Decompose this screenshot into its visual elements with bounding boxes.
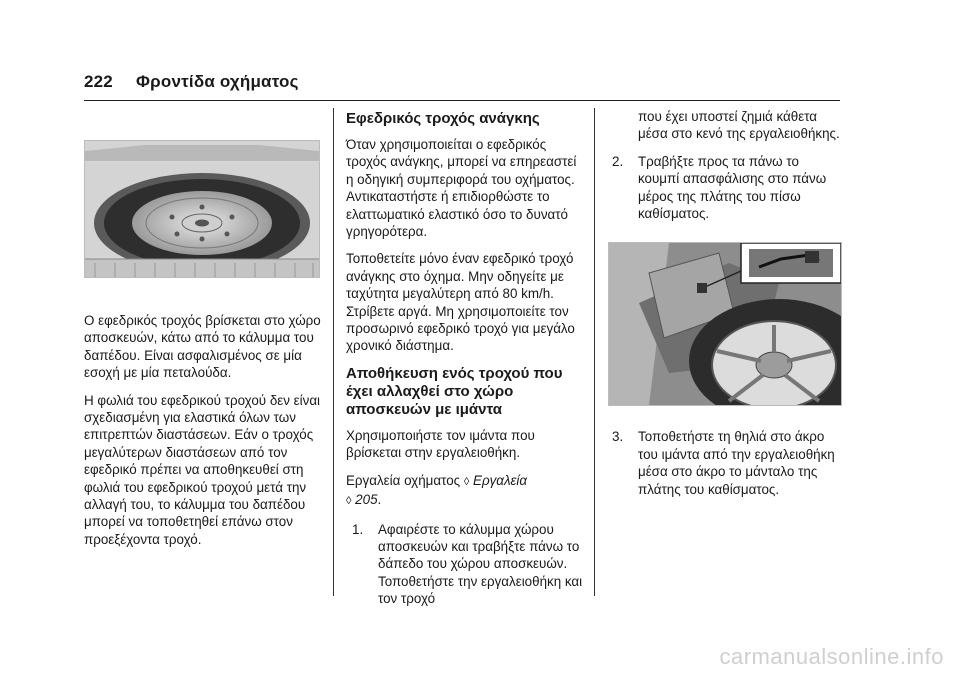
column-1 — [84, 108, 322, 558]
step-text: Αφαιρέστε το κάλυμμα χώρου αποσκευών και τραβήξτε πάνω το δάπεδο του χώρου αποσκευών. Τοποθετήστε την εργαλειοθήκη και τον τροχό — [378, 521, 583, 607]
step-2 — [608, 153, 840, 223]
column-3 — [608, 108, 840, 508]
tools-page-link[interactable]: 205 — [355, 492, 378, 508]
section-heading-compact-spare: Εφεδρικός τροχός ανάγκης — [346, 110, 540, 127]
section-heading-storage-strap: Αποθήκευση ενός τροχού που έχει αλλαχθεί στο χώρο αποσκευών με ιμάντα — [346, 364, 563, 418]
spare-wheel-well-text: Η φωλιά του εφεδρικού τροχού δεν είναι σχεδιασμένη για ελαστικά όλων των επιτρεπτών διαστάσεων. Εάν ο τροχός μεγαλύτερων διαστάσεων από τον εφεδρικό πρέπει να αποθηκευθεί στη φωλιά του εφεδρικού τροχού μετά την αλλαγή του, το κάλυμμα του δαπέδου μπορεί να τοποθετηθεί επάνω στον προεξέχοντα τροχό. — [84, 392, 321, 547]
page-number: 222 — [84, 72, 113, 91]
step-3 — [608, 428, 840, 498]
compact-spare-text-2: Τοποθετείτε μόνο έναν εφεδρικό τροχό ανάγκης στο όχημα. Μην οδηγείτε με ταχύτητα μεγαλύτερη από 80 km/h. Στρίβετε αργά. Μη χρησιμοποιείτε τον προσωρινό εφεδρικό τροχό για μεγάλο χρονικό διάστημα. — [346, 251, 575, 354]
step-number: 2. — [612, 153, 624, 169]
page-title: Φροντίδα οχήματος — [136, 72, 299, 91]
reference-arrow-icon: ◊ — [463, 475, 470, 488]
watermark: carmanualsonline.info — [719, 644, 944, 669]
column-2 — [346, 108, 586, 618]
spare-wheel-location-text: Ο εφεδρικός τροχός βρίσκεται στο χώρο αποσκευών, κάτω από το κάλυμμα του δαπέδου. Είναι ασφαλισμένος σε μία εσοχή με μία πεταλούδα. — [84, 313, 321, 381]
step-1-continuation: που έχει υποστεί ζημιά κάθετα μέσα στο κενό της εργαλειοθήκης. — [638, 109, 840, 142]
strap-location-text: Χρησιμοποιήστε τον ιμάντα που βρίσκεται στην εργαλειοθήκη. — [346, 427, 535, 461]
column-divider-2 — [594, 108, 595, 596]
step-number: 3. — [612, 429, 624, 445]
compact-spare-text-1: Όταν χρησιμοποιείται ο εφεδρικός τροχός ανάγκης, μπορεί να επηρεαστεί η οδηγική συμπεριφορά του οχήματος. Αντικαταστήστε ή επιδιορθώστε το ελαττωματικό ελαστικό όσο το δυνατό γρηγορότερα. — [346, 137, 577, 240]
vehicle-tools-label: Εργαλεία οχήματος — [346, 472, 461, 488]
reference-period: . — [377, 492, 382, 508]
seat-latch-illustration — [609, 243, 841, 405]
spare-wheel-illustration — [85, 141, 319, 277]
step-number: 1. — [352, 521, 364, 537]
seat-latch-figure — [608, 242, 842, 406]
step-1 — [346, 521, 586, 608]
column-divider-1 — [333, 108, 334, 596]
reference-arrow-icon: ◊ — [346, 495, 352, 508]
vehicle-tools-reference — [346, 472, 586, 511]
step-text: Τραβήξτε προς τα πάνω το κουμπί απασφάλισης στο πάνω μέρος της πλάτης του πίσω καθίσματος. — [638, 153, 827, 222]
tools-link[interactable]: Εργαλεία — [473, 472, 528, 488]
step-text: Τοποθετήστε τη θηλιά στο άκρο του ιμάντα από την εργαλειοθήκη μέσα στο άκρο το μάνταλο της πλάτης του καθίσματος. — [638, 429, 835, 497]
page-header — [84, 68, 840, 101]
spare-wheel-figure — [84, 140, 320, 278]
